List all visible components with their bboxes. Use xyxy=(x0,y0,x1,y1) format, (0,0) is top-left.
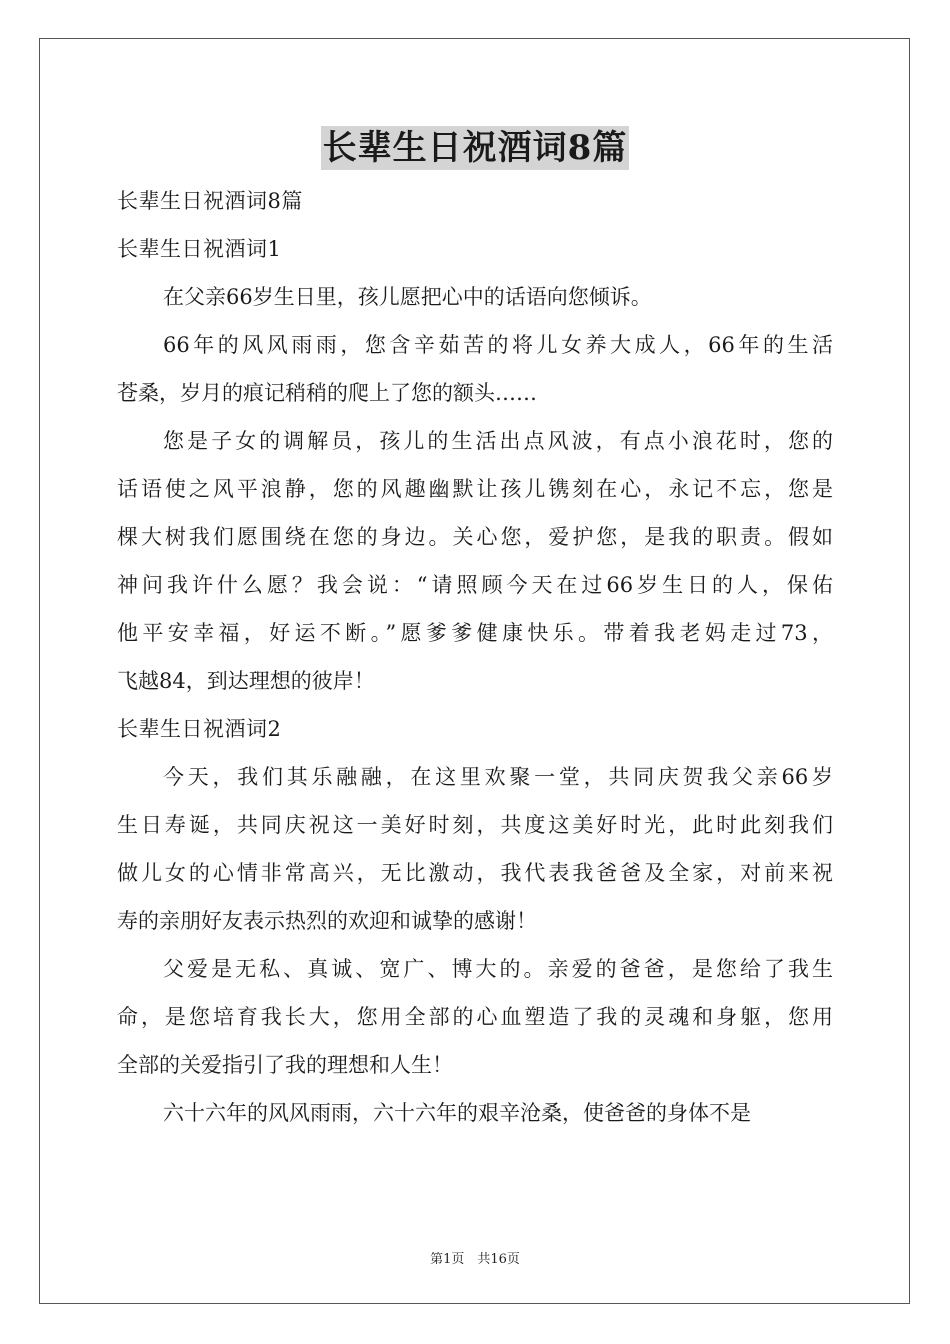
paragraph-line: 他平安幸福，好运不断。”愿爹爹健康快乐。带着我老妈走过73， xyxy=(117,621,833,645)
paragraph-line: 棵大树我们愿围绕在您的身边。关心您，爱护您，是我的职责。假如 xyxy=(117,525,833,549)
document-subtitle: 长辈生日祝酒词8篇 xyxy=(117,189,303,213)
paragraph-line: 父爱是无私、真诚、宽广、博大的。亲爱的爸爸，是您给了我生 xyxy=(163,957,833,981)
paragraph xyxy=(117,321,833,417)
paragraph-line: 今天，我们其乐融融，在这里欢聚一堂，共同庆贺我父亲66岁 xyxy=(163,765,833,789)
paragraph-line: 您是子女的调解员，孩儿的生活出点风波，有点小浪花时，您的 xyxy=(163,429,833,453)
document-body xyxy=(117,177,833,1137)
paragraph xyxy=(117,1089,833,1137)
paragraph-line: 寿的亲朋好友表示热烈的欢迎和诚挚的感谢！ xyxy=(117,909,537,933)
paragraph-line: 六十六年的风风雨雨，六十六年的艰辛沧桑，使爸爸的身体不是 xyxy=(163,1101,751,1125)
paragraph-line: 做儿女的心情非常高兴，无比激动，我代表我爸爸及全家，对前来祝 xyxy=(117,861,833,885)
paragraph-line: 生日寿诞，共同庆祝这一美好时刻，共度这美好时光，此时此刻我们 xyxy=(117,813,833,837)
paragraph-line: 飞越84，到达理想的彼岸！ xyxy=(117,669,375,693)
paragraph xyxy=(117,273,833,321)
paragraph-line: 苍桑，岁月的痕记稍稍的爬上了您的额头…… xyxy=(117,381,537,405)
paragraph-line: 全部的关爱指引了我的理想和人生！ xyxy=(117,1053,453,1077)
paragraph-line: 话语使之风平浪静，您的风趣幽默让孩儿镌刻在心，永记不忘，您是 xyxy=(117,477,833,501)
title-wrap xyxy=(0,126,950,170)
paragraph-line: 命，是您培育我长大，您用全部的心血塑造了我的灵魂和身躯，您用 xyxy=(117,1005,833,1029)
paragraph-line: 66年的风风雨雨，您含辛茹苦的将儿女养大成人，66年的生活 xyxy=(163,333,833,357)
section-heading-1: 长辈生日祝酒词1 xyxy=(117,237,282,261)
paragraph-line: 神问我许什么愿？我会说：“请照顾今天在过66岁生日的人，保佑 xyxy=(117,573,833,597)
paragraph xyxy=(117,945,833,1089)
paragraph xyxy=(117,753,833,945)
section-heading-2: 长辈生日祝酒词2 xyxy=(117,717,282,741)
document-title: 长辈生日祝酒词8篇 xyxy=(322,128,628,168)
paragraph-line: 在父亲66岁生日里，孩儿愿把心中的话语向您倾诉。 xyxy=(163,285,652,309)
page-footer: 第1页 共16页 xyxy=(430,1252,520,1267)
paragraph xyxy=(117,417,833,705)
